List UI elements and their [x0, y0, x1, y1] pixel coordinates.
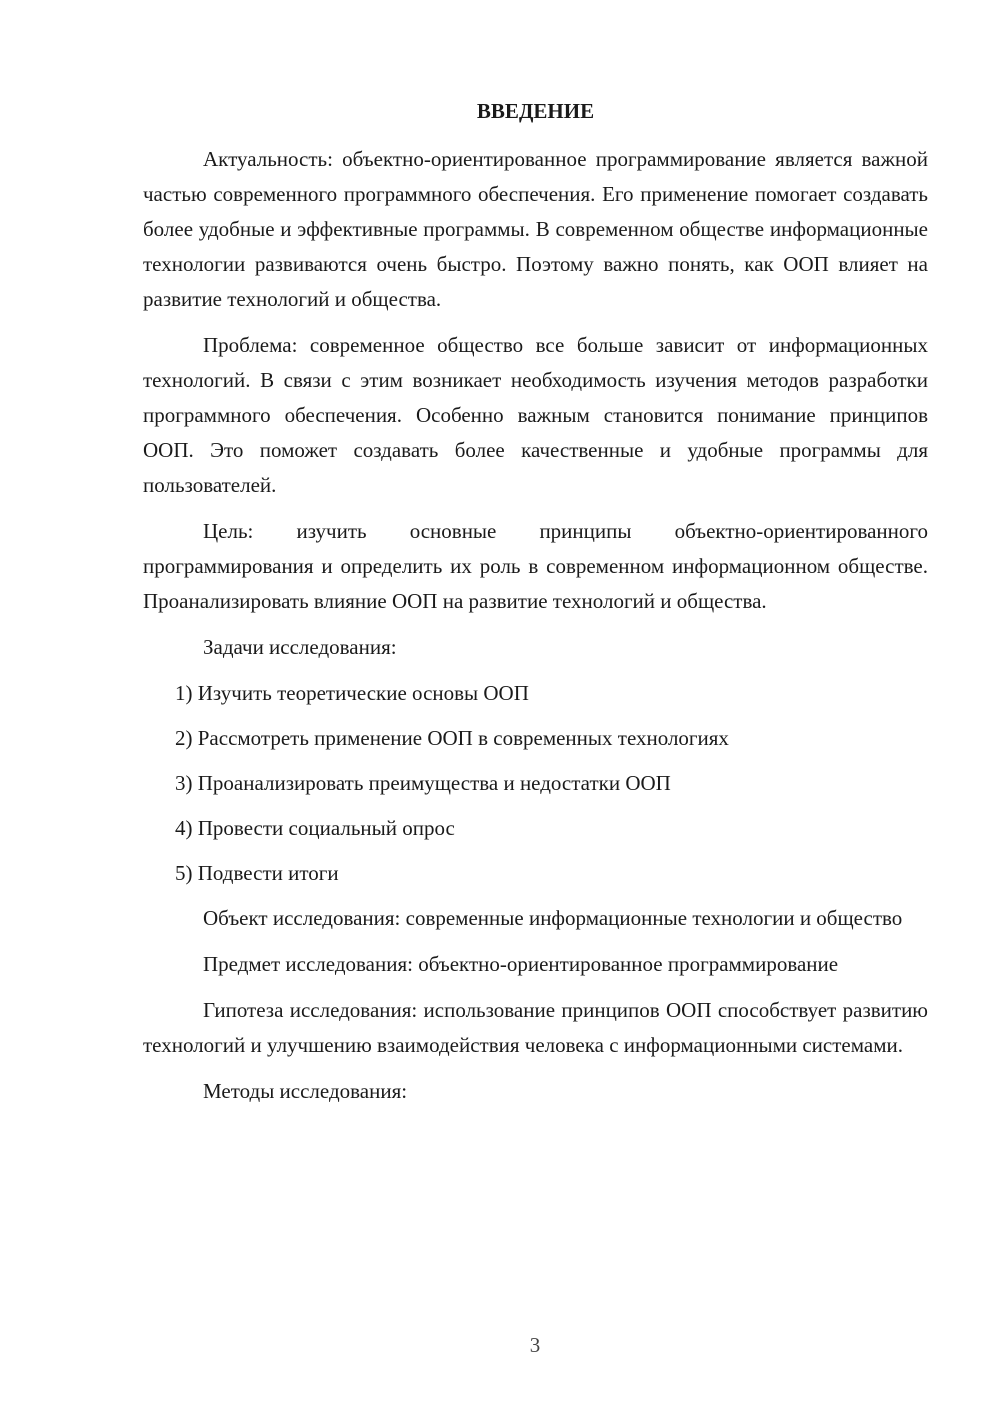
task-item: 3) Проанализировать преимущества и недостатки ООП [175, 771, 671, 795]
document-page [143, 94, 928, 1120]
subject-paragraph: Предмет исследования: объектно-ориентированное программирование [203, 952, 839, 976]
task-item: 1) Изучить теоретические основы ООП [175, 681, 529, 705]
methods-heading: Методы исследования: [203, 1079, 408, 1103]
object-paragraph: Объект исследования: современные информационные технологии и общество [203, 906, 903, 930]
problem-paragraph: Проблема: современное общество все больше зависит от информационных технологий. В связи с этим возникает необходимость изучения методов разработки программного обеспечения. Особенно важным становится понимание принципов ООП. Это поможет создавать более качественные и удобные программы для пользователей. [143, 333, 928, 497]
task-item: 5) Подвести итоги [175, 861, 339, 885]
relevance-paragraph: Актуальность: объектно-ориентированное программирование является важной частью современного программного обеспечения. Его применение помогает создавать более удобные и эффективные программы. В современном обществе информационные технологии развиваются очень быстро. Поэтому важно понять, как ООП влияет на развитие технологий и общества. [143, 147, 928, 311]
tasks-list [143, 676, 928, 891]
task-item: 4) Провести социальный опрос [175, 816, 455, 840]
section-title: ВВЕДЕНИЕ [476, 99, 595, 123]
task-item: 2) Рассмотреть применение ООП в современных технологиях [175, 726, 729, 750]
page-number: 3 [529, 1333, 541, 1357]
hypothesis-paragraph: Гипотеза исследования: использование принципов ООП способствует развитию технологий и улучшению взаимодействия человека с информационными системами. [143, 998, 928, 1057]
goal-paragraph: Цель: изучить основные принципы объектно-ориентированного программирования и определить их роль в современном информационном обществе. Проанализировать влияние ООП на развитие технологий и общества. [143, 519, 928, 613]
tasks-heading: Задачи исследования: [203, 635, 397, 659]
